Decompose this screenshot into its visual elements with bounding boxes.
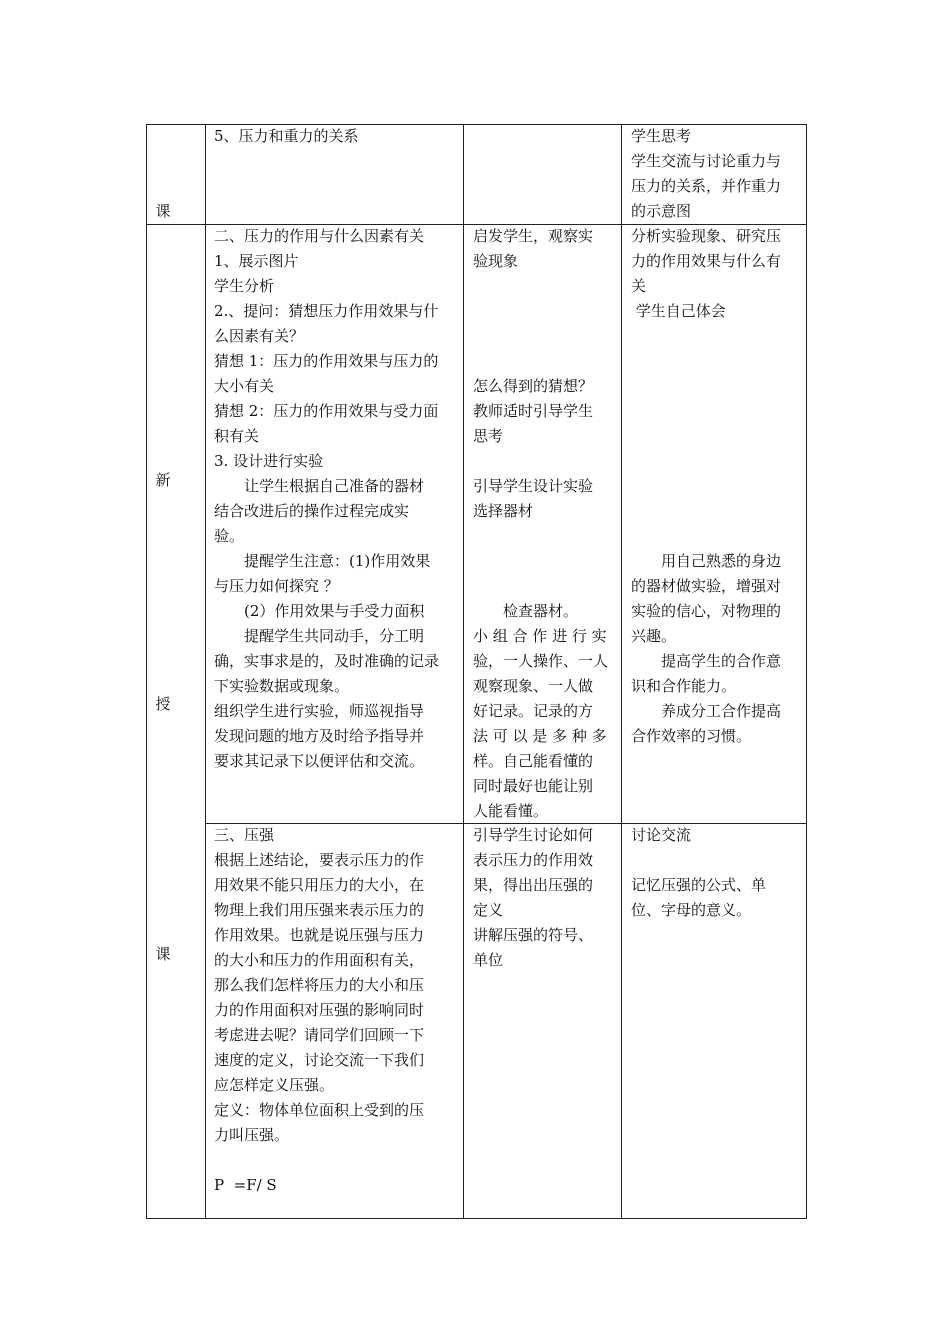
cell-line: 3. 设计进行实验 xyxy=(214,452,324,470)
cell-line xyxy=(631,424,803,449)
cell-line: 与压力如何探究 ？ xyxy=(214,577,339,595)
cell-line: 那么我们怎样将压力的大小和压 xyxy=(214,976,425,994)
cell-line: 大小有关 xyxy=(214,377,275,395)
cell-line: 力的作用效果与什么有 xyxy=(631,252,782,270)
cell-line: 学生分析 xyxy=(214,277,275,295)
cell-line: (2）作用效果与手受力面积 xyxy=(214,602,425,620)
cell-line: 速度的定义，讨论交流一下我们 xyxy=(214,1051,425,1069)
cell-line: 根据上述结论，要表示压力的作 xyxy=(214,851,425,869)
cell-line xyxy=(631,374,803,399)
cell-line: 的示意图 xyxy=(631,202,692,220)
cell-line xyxy=(631,499,803,524)
cell-line: 分析实验现象、研究压 xyxy=(631,227,782,245)
cell-line: 验。 xyxy=(214,527,245,545)
cell-line: 三、压强 xyxy=(214,826,275,844)
cell-line xyxy=(631,349,803,374)
cell-line xyxy=(631,449,803,474)
cell-line: 用自己熟悉的身边 xyxy=(631,552,782,570)
cell-line xyxy=(473,324,619,349)
cell-line: 2.、提问：猜想压力作用效果与什 xyxy=(214,302,439,320)
cell-line: 结合改进后的操作过程完成实 xyxy=(214,502,410,520)
cell-line: 识和合作能力。 xyxy=(631,677,737,695)
cell-line: 位、字母的意义。 xyxy=(631,901,752,919)
row2-content xyxy=(214,224,459,774)
cell-line: 引导学生讨论如何 xyxy=(473,826,594,844)
cell-line: 物理上我们用压强来表示压力的 xyxy=(214,901,425,919)
cell-line: 确，实事求是的，及时准确的记录 xyxy=(214,652,440,670)
row2-student xyxy=(631,224,803,749)
cell-line: 选择器材 xyxy=(473,502,534,520)
border-right xyxy=(806,124,807,1219)
side-label-2: 新 xyxy=(155,471,171,489)
cell-line: 验现象 xyxy=(473,252,519,270)
cell-line: 么因素有关？ xyxy=(214,327,305,345)
side-label-3: 授 xyxy=(155,695,171,713)
row3-content xyxy=(214,823,459,1198)
cell-line: 好记录。记录的方 xyxy=(473,702,594,720)
cell-line xyxy=(473,274,619,299)
cell-line: 学生思考 xyxy=(631,127,692,145)
cell-line: 积有关 xyxy=(214,427,260,445)
side-label-1: 课 xyxy=(155,202,171,220)
row3-student xyxy=(631,823,803,923)
cell-line: 样。自己能看懂的 xyxy=(473,752,594,770)
cell-line: 的大小和压力的作用面积有关， xyxy=(214,951,425,969)
cell-line: 发现问题的地方及时给予指导并 xyxy=(214,727,425,745)
cell-line xyxy=(473,524,619,549)
cell-line: 小 组 合 作 进 行 实 xyxy=(473,627,607,645)
cell-line: 讲解压强的符号、 xyxy=(473,926,594,944)
cell-line xyxy=(631,474,803,499)
cell-line: 关 xyxy=(631,277,647,295)
cell-line: 考虑进去呢？请同学们回顾一下 xyxy=(214,1026,425,1044)
cell-line: 定义 xyxy=(473,901,504,919)
cell-line: 5、压力和重力的关系 xyxy=(214,127,359,145)
row1-content xyxy=(214,124,459,149)
border-col3 xyxy=(621,124,622,1219)
cell-line: 提高学生的合作意 xyxy=(631,652,782,670)
cell-line: 力叫压强。 xyxy=(214,1126,290,1144)
cell-line: 养成分工合作提高 xyxy=(631,702,782,720)
cell-line xyxy=(631,399,803,424)
cell-line xyxy=(631,324,803,349)
cell-line: 的器材做实验，增强对 xyxy=(631,577,782,595)
cell-line: 检查器材。 xyxy=(473,602,579,620)
cell-line: 兴趣。 xyxy=(631,627,677,645)
cell-line: 验，一人操作、一人 xyxy=(473,652,609,670)
cell-line: 表示压力的作用效 xyxy=(473,851,594,869)
cell-line: 同时最好也能让别 xyxy=(473,777,594,795)
cell-line: 怎么得到的猜想？ xyxy=(473,377,594,395)
cell-line: 提醒学生共同动手，分工明 xyxy=(214,627,425,645)
cell-line xyxy=(473,449,619,474)
cell-line: 猜想 2：压力的作用效果与受力面 xyxy=(214,402,439,420)
cell-line xyxy=(473,349,619,374)
cell-line: 讨论交流 xyxy=(631,826,692,844)
cell-line: 果，得出出压强的 xyxy=(473,876,594,894)
cell-line: 提醒学生注意：(1)作用效果 xyxy=(214,552,431,570)
cell-line xyxy=(631,848,803,873)
cell-line: 人能看懂。 xyxy=(473,802,549,820)
row2-teacher xyxy=(473,224,619,824)
cell-line: 启发学生，观察实 xyxy=(473,227,594,245)
border-bottom xyxy=(146,1218,807,1219)
cell-line xyxy=(214,1148,459,1173)
border-col1 xyxy=(205,124,206,1219)
cell-line: 用效果不能只用压力的大小，在 xyxy=(214,876,425,894)
border-left xyxy=(146,124,147,1219)
cell-line: 法 可 以 是 多 种 多 xyxy=(473,727,607,745)
cell-line: P =F/ S xyxy=(214,1176,277,1194)
cell-line xyxy=(473,574,619,599)
cell-line: 应怎样定义压强。 xyxy=(214,1076,335,1094)
cell-line: 学生自己体会 xyxy=(631,302,726,320)
cell-line: 引导学生设计实验 xyxy=(473,477,594,495)
cell-line: 记忆压强的公式、单 xyxy=(631,876,767,894)
cell-line: 要求其记录下以便评估和交流。 xyxy=(214,752,425,770)
cell-line: 定义：物体单位面积上受到的压 xyxy=(214,1101,425,1119)
cell-line: 二、压力的作用与什么因素有关 xyxy=(214,227,425,245)
cell-line: 让学生根据自己准备的器材 xyxy=(214,477,425,495)
cell-line: 压力的关系，并作重力 xyxy=(631,177,782,195)
cell-line: 猜想 1：压力的作用效果与压力的 xyxy=(214,352,439,370)
cell-line: 合作效率的习惯。 xyxy=(631,727,752,745)
cell-line xyxy=(631,524,803,549)
row1-student xyxy=(631,124,803,224)
cell-line: 观察现象、一人做 xyxy=(473,677,594,695)
cell-line xyxy=(473,549,619,574)
cell-line: 思考 xyxy=(473,427,504,445)
cell-line: 组织学生进行实验，师巡视指导 xyxy=(214,702,425,720)
cell-line: 力的作用面积对压强的影响同时 xyxy=(214,1001,425,1019)
row3-teacher xyxy=(473,823,619,973)
border-col2 xyxy=(463,124,464,1219)
cell-line xyxy=(473,299,619,324)
cell-line: 实验的信心，对物理的 xyxy=(631,602,782,620)
cell-line: 单位 xyxy=(473,951,504,969)
side-label-4: 课 xyxy=(155,945,171,963)
cell-line: 学生交流与讨论重力与 xyxy=(631,152,782,170)
cell-line: 下实验数据或现象。 xyxy=(214,677,350,695)
cell-line: 作用效果。也就是说压强与压力 xyxy=(214,926,425,944)
cell-line: 1、展示图片 xyxy=(214,252,299,270)
cell-line: 教师适时引导学生 xyxy=(473,402,594,420)
